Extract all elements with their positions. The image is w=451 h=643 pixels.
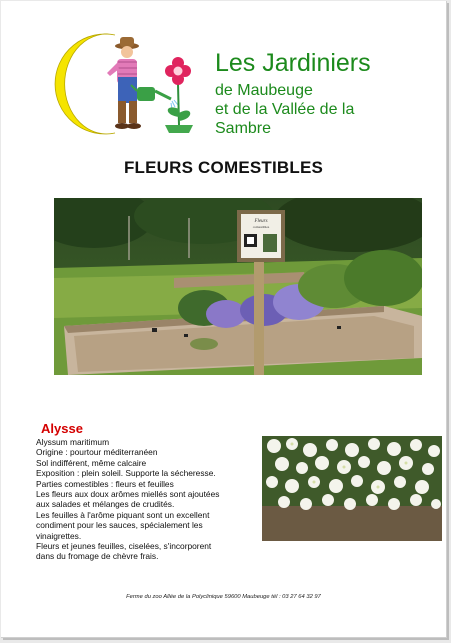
- garden-photo: [54, 198, 422, 375]
- org-subtitle-line2: et de la Vallée de la: [215, 101, 355, 118]
- org-title: Les Jardiniers: [215, 49, 371, 77]
- desc-line: Les feuilles à l'arôme piquant sont un excellent: [36, 509, 210, 520]
- desc-line: Parties comestibles : fleurs et feuilles: [36, 478, 174, 489]
- org-subtitle-line3: Sambre: [215, 120, 272, 137]
- footer-address: Ferme du zoo Allée de la Polyclinique 59600 Maubeuge tél : 03 27 64 32 97: [126, 594, 321, 600]
- red-flower-icon: [165, 57, 193, 133]
- desc-line: aux salades et mélanges de crudités.: [36, 499, 175, 510]
- garden-sign-title: Fleurs: [254, 219, 268, 224]
- desc-line: Fleurs et jeunes feuilles, ciselées, s'incorporent: [36, 541, 212, 552]
- watering-can-icon: [131, 85, 178, 109]
- garden-sign-subtitle: comestibles: [252, 225, 270, 229]
- plant-name: Alysse: [41, 421, 83, 436]
- gardener-figure-icon: [107, 37, 141, 129]
- desc-line: Les fleurs aux doux arômes miellés sont ajoutées: [36, 489, 220, 500]
- desc-line: Origine : pourtour méditerranéen: [36, 447, 158, 458]
- plant-description: [36, 437, 258, 562]
- document-title: FLEURS COMESTIBLES: [123, 158, 324, 177]
- desc-line: Exposition : plein soleil. Supporte la sécheresse.: [36, 468, 216, 479]
- moon-logo-icon: [55, 34, 115, 134]
- alyssum-photo: [262, 436, 442, 541]
- desc-line: condiment pour les sauces, spécialement les: [36, 520, 203, 531]
- desc-line: Sol indifférent, même calcaire: [36, 457, 147, 468]
- club-logo: [53, 29, 203, 139]
- desc-line: dans du fromage de chèvre frais.: [36, 551, 159, 562]
- document-page: [1, 1, 447, 638]
- desc-line: Alyssum maritimum: [36, 437, 110, 447]
- desc-line: vinaigrettes.: [36, 530, 82, 541]
- org-subtitle-line1: de Maubeuge: [215, 82, 313, 99]
